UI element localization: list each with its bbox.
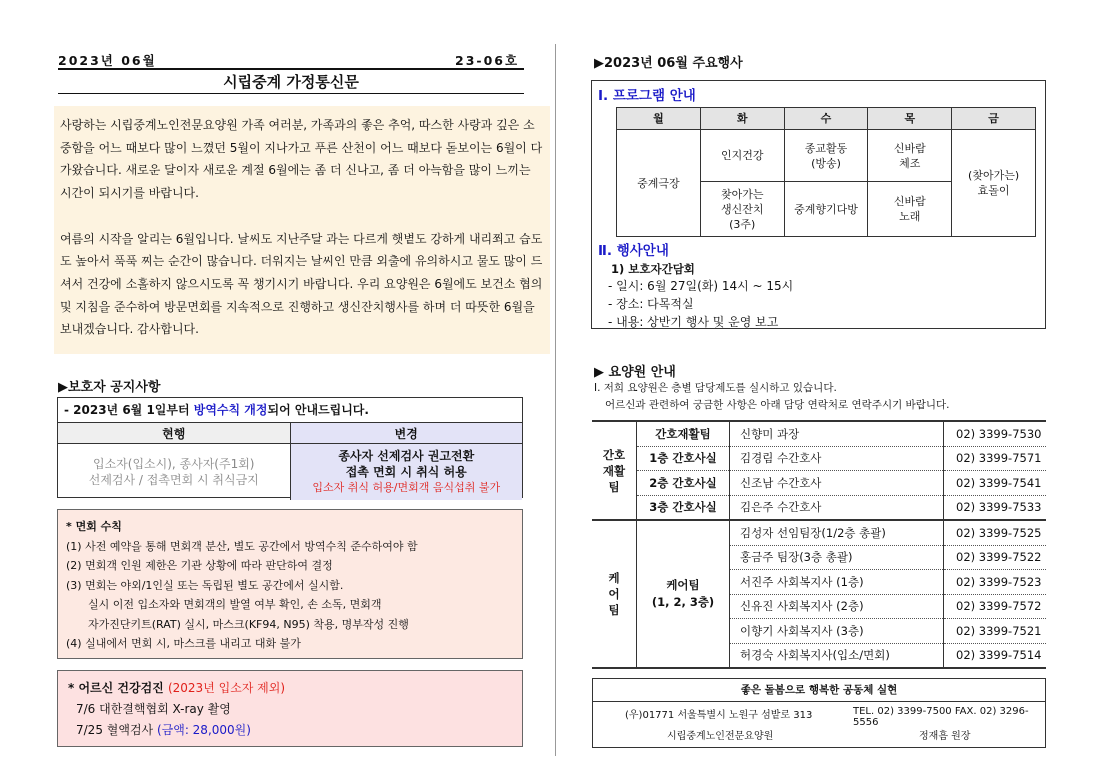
staff-phone: 02) 3399-7530 <box>944 421 1047 446</box>
care-dept-line: 케어팀 <box>666 578 700 592</box>
health-check-line <box>68 720 512 741</box>
title-rule <box>58 93 524 94</box>
program-line: 종교활동 <box>804 141 848 155</box>
program-table <box>616 107 1036 237</box>
visit-rules-title: * 면회 수칙 <box>66 520 122 533</box>
program-line: (3주) <box>729 217 756 231</box>
notice-head-highlight: 방역수칙 개정 <box>193 403 268 417</box>
program-line: 찾아가는 <box>720 187 764 201</box>
group-label-line: 어 <box>608 587 620 601</box>
program-cell: 중계향기다방 <box>784 182 868 237</box>
care-group-label <box>592 520 637 668</box>
header-rule <box>58 68 524 70</box>
staff-phone: 02) 3399-7523 <box>944 570 1047 595</box>
newsletter-date: 2023년 06월 <box>58 53 157 68</box>
program-line: 생신잔치 <box>720 202 764 216</box>
event-detail: - 장소: 다목적실 <box>608 297 694 311</box>
visit-rule-item: (3) 면회는 야외/1인실 또는 독립된 별도 공간에서 실시함. <box>66 578 344 592</box>
staff-name: 서진주 사회복지사 (1층) <box>730 570 944 595</box>
footer-slogan: 좋은 돌봄으로 행복한 공동체 실현 <box>593 679 1045 702</box>
care-dept <box>637 520 730 668</box>
staff-contact-table <box>592 420 1046 669</box>
program-line: 효돌이 <box>977 184 1010 197</box>
day-header: 금 <box>952 108 1036 130</box>
health-check-box <box>57 670 523 747</box>
group-label-line: 재활 <box>602 463 626 478</box>
visit-rule-item: 실시 이전 입소자와 면회객의 발열 여부 확인, 손 소독, 면회객 <box>88 598 382 611</box>
group-label-line: 팀 <box>608 479 620 494</box>
col-change: 변경 <box>290 423 522 444</box>
program-line: 신바람 <box>893 195 926 208</box>
staff-phone: 02) 3399-7522 <box>944 545 1047 570</box>
greeting-paragraph-2: 여름의 시작을 알리는 6월입니다. 날씨도 지난주달 과는 다르게 햇볕도 강하게 내리쬐고 습도도 높아서 푹푹 찌는 순간이 많습니다. 더워지는 날씨인 만큼 외출에 유의하시고 물도 많이 드셔서 건강에 소홀하지 않으시도록 꼭 챙기시기 바랍니다. 우리 요양원은 6월에도 보건소 협의 및 지침을 준수하여 방문면회를 지속적으로 진행하고 생신잔치행사를 하며 더 따뜻한 6월을 보내겠습니다. 감사합니다. <box>60 231 543 337</box>
program-line: 체조 <box>899 156 921 170</box>
staff-intro: 어르신과 관련하여 궁금한 사항은 아래 담당 연락처로 연락주시기 바랍니다. <box>605 399 950 411</box>
program-title: Ⅰ. 프로그램 안내 <box>598 88 696 104</box>
staff-name: 허경숙 사회복지사(입소/면회) <box>730 643 944 668</box>
health-title-text: * 어르신 건강검진 <box>68 681 168 695</box>
event-detail: - 내용: 상반기 행사 및 운영 보고 <box>608 315 779 329</box>
day-header: 목 <box>868 108 952 130</box>
staff-name: 이향기 사회복지사 (3층) <box>730 619 944 644</box>
group-label-line: 케 <box>608 571 620 585</box>
visit-rules-box <box>57 509 523 659</box>
issue-number: 23-06호 <box>455 53 520 68</box>
staff-dept: 3층 간호사실 <box>637 495 730 520</box>
page-title: 시립중계 가정통신문 <box>223 73 359 91</box>
current-rule-line: 선제검사 / 접촉면회 시 취식금지 <box>88 473 259 487</box>
visit-rule-item: (2) 면회객 인원 제한은 기관 상황에 따라 판단하여 결정 <box>66 559 333 572</box>
changed-rule-note: 입소자 취식 허용/면회객 음식섭취 불가 <box>312 481 501 494</box>
event-title: Ⅱ. 행사안내 <box>598 243 669 259</box>
health-check-title <box>68 678 512 699</box>
staff-phone: 02) 3399-7533 <box>944 495 1047 520</box>
staff-phone: 02) 3399-7514 <box>944 643 1047 668</box>
events-section-title: ▶2023년 06월 주요행사 <box>594 56 743 71</box>
staff-dept: 간호재활팀 <box>637 421 730 446</box>
visit-rule-item: 자가진단키트(RAT) 실시, 마스크(KF94, N95) 착용, 명부작성 진행 <box>88 617 409 631</box>
day-header: 월 <box>617 108 701 130</box>
event-subtitle: 1) 보호자간담회 <box>611 262 695 276</box>
greeting-paragraph-1: 사랑하는 시립중계노인전문요양원 가족 여러분, 가족과의 좋은 추억, 따스한 사랑과 깊은 소중함을 어느 때보다 많이 느꼈던 5월이 지나가고 푸른 산천이 어느 때보다 돋보이는 6월이 다가왔습니다. 새로운 달이자 새로운 계절 6월에는 좀 더 신나고, 좀 더 아늑함을 많이 느끼는 시간이 되시기를 바랍니다. <box>60 118 543 201</box>
program-cell <box>784 130 868 182</box>
greeting-box <box>54 106 550 354</box>
changed-rule-line: 종사자 선제검사 권고전환 <box>338 449 475 463</box>
event-detail: - 일시: 6월 27일(화) 14시 ~ 15시 <box>608 279 794 293</box>
staff-phone: 02) 3399-7541 <box>944 471 1047 496</box>
staff-name: 홍금주 팀장(3층 총괄) <box>730 545 944 570</box>
staff-intro: Ⅰ. 저희 요양원은 층별 담당제도를 실시하고 있습니다. <box>594 382 837 394</box>
current-rule <box>58 444 290 501</box>
program-line: (찾아가는) <box>968 169 1020 182</box>
staff-dept: 2층 간호사실 <box>637 471 730 496</box>
staff-name: 신조남 수간호사 <box>730 471 944 496</box>
group-label-line: 간호 <box>602 447 626 462</box>
notice-box <box>57 397 523 498</box>
visit-rule-item: (1) 사전 예약을 통해 면회객 분산, 별도 공간에서 방역수칙 준수하여야 함 <box>66 539 418 553</box>
program-line: (방송) <box>811 156 841 170</box>
program-cell <box>700 182 784 237</box>
staff-dept: 1층 간호사실 <box>637 446 730 471</box>
health-line2-text: 7/25 혈액검사 <box>76 723 157 737</box>
program-cell <box>868 182 952 237</box>
staff-name: 김경림 수간호사 <box>730 446 944 471</box>
notice-head-post: 되어 안내드립니다. <box>267 403 369 417</box>
health-title-note: (2023년 입소자 제외) <box>167 681 286 695</box>
day-header: 화 <box>700 108 784 130</box>
program-cell <box>868 130 952 182</box>
group-label-line: 팀 <box>608 603 620 617</box>
staff-name: 신향미 과장 <box>730 421 944 446</box>
program-cell <box>952 130 1036 237</box>
staff-name: 김은주 수간호사 <box>730 495 944 520</box>
program-cell: 인지건강 <box>700 130 784 182</box>
health-check-line: 7/6 대한결핵협회 X-ray 촬영 <box>76 702 231 716</box>
nurse-group-label <box>592 421 637 520</box>
rule-comparison-table <box>58 423 522 500</box>
visit-rule-item: (4) 실내에서 면회 시, 마스크를 내리고 대화 불가 <box>66 637 301 650</box>
staff-phone: 02) 3399-7521 <box>944 619 1047 644</box>
staff-phone: 02) 3399-7572 <box>944 594 1047 619</box>
program-line: 노래 <box>899 210 921 223</box>
notice-headline <box>58 398 522 423</box>
current-rule-line: 입소자(입소시), 종사자(주1회) <box>92 457 255 471</box>
footer-contact: TEL. 02) 3399-7500 FAX. 02) 3296-5556 <box>853 706 1029 728</box>
column-divider <box>555 44 556 756</box>
notice-section-title: ▶보호자 공지사항 <box>58 380 161 395</box>
staff-phone: 02) 3399-7525 <box>944 520 1047 545</box>
changed-rule <box>290 444 522 501</box>
footer-box <box>592 678 1046 748</box>
staff-section-title: ▶ 요양원 안내 <box>594 365 676 380</box>
staff-name: 김성자 선임팀장(1/2층 총괄) <box>730 520 944 545</box>
col-current: 현행 <box>58 423 290 444</box>
staff-phone: 02) 3399-7571 <box>944 446 1047 471</box>
footer-address: (우)01771 서울특별시 노원구 섬밭로 313 <box>625 710 813 721</box>
day-header: 수 <box>784 108 868 130</box>
health-line2-note: (금액: 28,000원) <box>156 723 251 737</box>
program-line: 신바람 <box>893 141 926 155</box>
footer-director: 정재흠 원장 <box>919 731 971 742</box>
care-dept-line: (1, 2, 3층) <box>651 595 715 609</box>
staff-name: 신유진 사회복지사 (2층) <box>730 594 944 619</box>
footer-org: 시립중계노인전문요양원 <box>667 731 774 742</box>
notice-head-pre: - 2023년 6월 1일부터 <box>64 403 194 417</box>
program-cell: 중계극장 <box>617 130 701 237</box>
changed-rule-line: 접촉 면회 시 취식 허용 <box>345 465 467 479</box>
